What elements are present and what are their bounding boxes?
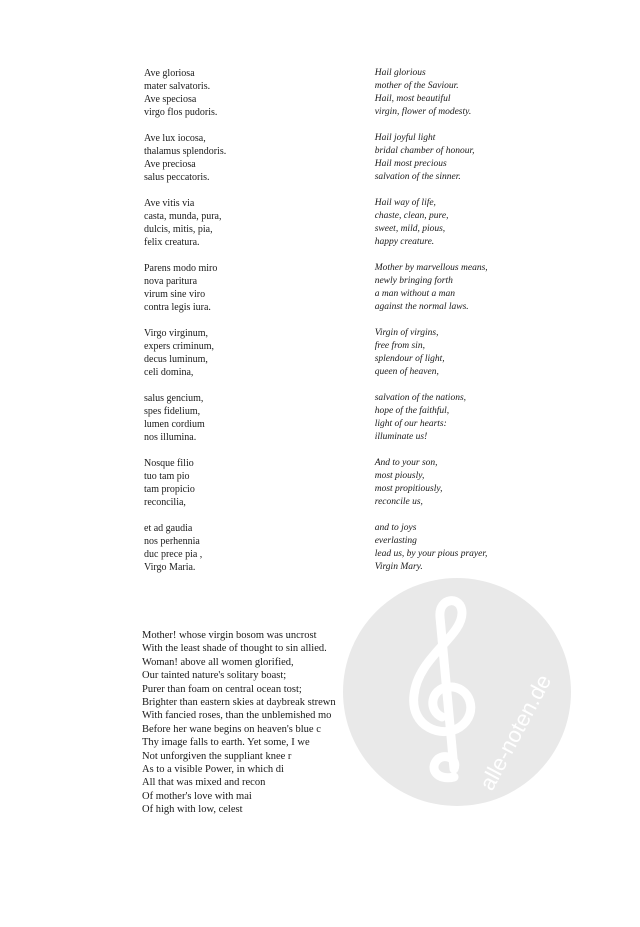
stanza	[144, 522, 504, 574]
latin-column	[144, 67, 375, 119]
english-line: hope of the faithful,	[374, 406, 450, 416]
watermark-text: alle-noten.de	[474, 670, 557, 795]
sonnet-line: All that was mixed and recon	[142, 777, 266, 789]
latin-column	[144, 522, 375, 574]
latin-line: Ave gloriosa	[144, 68, 195, 79]
sonnet-line: Of mother's love with mai	[142, 790, 252, 802]
latin-line: nos illumina.	[144, 432, 197, 443]
english-line: most piously,	[374, 471, 425, 481]
latin-line: mater salvatoris.	[144, 81, 211, 92]
sonnet-line: Mother! whose virgin bosom was uncrost	[142, 630, 317, 641]
english-line: virgin, flower of modesty.	[374, 107, 472, 117]
hymn-stanzas	[144, 67, 504, 587]
english-column	[375, 132, 504, 184]
sonnet-line: Thy image falls to earth. Yet some, I we	[142, 737, 310, 749]
sonnet-line: Before her wane begins on heaven's blue c	[142, 723, 321, 735]
sonnet-line: Of high with low, celest	[142, 804, 243, 816]
english-column	[375, 392, 504, 444]
sonnet-line: Not unforgiven the suppliant knee r	[142, 750, 292, 762]
latin-line: virum sine viro	[144, 289, 206, 300]
english-line: light of our hearts:	[374, 419, 447, 429]
latin-column	[144, 457, 375, 509]
latin-column	[144, 262, 375, 314]
latin-line: salus peccatoris.	[144, 172, 210, 183]
sonnet-line: Our tainted nature's solitary boast;	[142, 670, 287, 682]
latin-column	[144, 132, 375, 184]
english-line: and to joys	[374, 523, 417, 533]
english-line: Mother by marvellous means,	[374, 263, 488, 273]
latin-line: Ave lux iocosa,	[144, 133, 206, 144]
latin-line: et ad gaudia	[144, 523, 193, 534]
english-line: And to your son,	[374, 458, 438, 468]
english-line: illuminate us!	[374, 432, 428, 442]
sonnet-line: With the least shade of thought to sin allied.	[142, 643, 327, 655]
english-line: everlasting	[374, 536, 417, 546]
latin-line: spes fidelium,	[144, 406, 201, 417]
english-line: Virgin Mary.	[374, 562, 423, 572]
sonnet-line: As to a visible Power, in which di	[142, 763, 284, 775]
english-line: most propitiously,	[374, 484, 443, 494]
english-line: sweet, mild, pious,	[374, 224, 446, 234]
english-column	[375, 522, 504, 574]
latin-line: lumen cordium	[144, 419, 205, 430]
latin-column	[144, 327, 375, 379]
latin-line: reconcilia,	[144, 497, 186, 508]
stanza	[144, 197, 504, 249]
english-line: chaste, clean, pure,	[374, 211, 449, 221]
stanza	[144, 392, 504, 444]
stanza	[144, 457, 504, 509]
english-line: free from sin,	[374, 341, 425, 351]
latin-column	[144, 197, 375, 249]
treble-clef-watermark	[342, 577, 572, 807]
english-line: a man without a man	[374, 289, 455, 299]
latin-line: Virgo Maria.	[144, 562, 196, 573]
stanza	[144, 132, 504, 184]
english-line: Hail glorious	[374, 68, 426, 78]
english-line: Hail, most beautiful	[374, 94, 451, 104]
english-line: happy creature.	[374, 237, 435, 247]
stanza	[144, 262, 504, 314]
sonnet-line: Brighter than eastern skies at daybreak strewn	[142, 696, 336, 708]
english-column	[375, 197, 504, 249]
latin-line: nos perhennia	[144, 536, 200, 547]
latin-line: Parens modo miro	[144, 263, 218, 274]
latin-line: Ave vitis via	[144, 198, 195, 209]
latin-line: Virgo virginum,	[144, 328, 209, 339]
latin-line: virgo flos pudoris.	[144, 107, 218, 118]
latin-line: duc prece pia ,	[144, 549, 203, 560]
english-column	[375, 67, 504, 119]
latin-line: dulcis, mitis, pia,	[144, 224, 213, 235]
latin-line: celi domina,	[144, 367, 194, 378]
sonnet-line: With fancied roses, than the unblemished mo	[142, 710, 332, 722]
english-column	[375, 457, 504, 509]
latin-line: Ave preciosa	[144, 159, 196, 170]
stanza	[144, 327, 504, 379]
english-line: Hail most precious	[374, 159, 447, 169]
sonnet-line: Purer than foam on central ocean tost;	[142, 683, 302, 695]
latin-line: tam propicio	[144, 484, 195, 495]
english-line: Virgin of virgins,	[374, 328, 439, 338]
latin-column	[144, 392, 375, 444]
english-line: Hail way of life,	[374, 198, 436, 208]
english-line: reconcile us,	[374, 497, 423, 507]
latin-line: salus gencium,	[144, 393, 204, 404]
latin-line: Ave speciosa	[144, 94, 197, 105]
latin-line: casta, munda, pura,	[144, 211, 222, 222]
latin-line: decus luminum,	[144, 354, 208, 365]
latin-line: thalamus splendoris.	[144, 146, 227, 157]
english-line: against the normal laws.	[374, 302, 469, 312]
sonnet-line: Woman! above all women glorified,	[142, 656, 294, 668]
english-line: queen of heaven,	[374, 367, 439, 377]
latin-line: expers criminum,	[144, 341, 214, 352]
english-line: salvation of the nations,	[374, 393, 467, 403]
latin-line: nova paritura	[144, 276, 198, 287]
english-column	[375, 327, 504, 379]
english-line: bridal chamber of honour,	[374, 146, 475, 156]
latin-line: tuo tam pio	[144, 471, 190, 482]
english-line: mother of the Saviour.	[374, 81, 459, 91]
latin-line: contra legis iura.	[144, 302, 211, 313]
english-line: splendour of light,	[374, 354, 445, 364]
latin-line: felix creatura.	[144, 237, 200, 248]
english-column	[375, 262, 504, 314]
english-line: newly bringing forth	[374, 276, 453, 286]
english-line: lead us, by your pious prayer,	[374, 549, 488, 559]
stanza	[144, 67, 504, 119]
latin-line: Nosque filio	[144, 458, 194, 469]
english-line: Hail joyful light	[374, 133, 436, 143]
english-line: salvation of the sinner.	[374, 172, 461, 182]
